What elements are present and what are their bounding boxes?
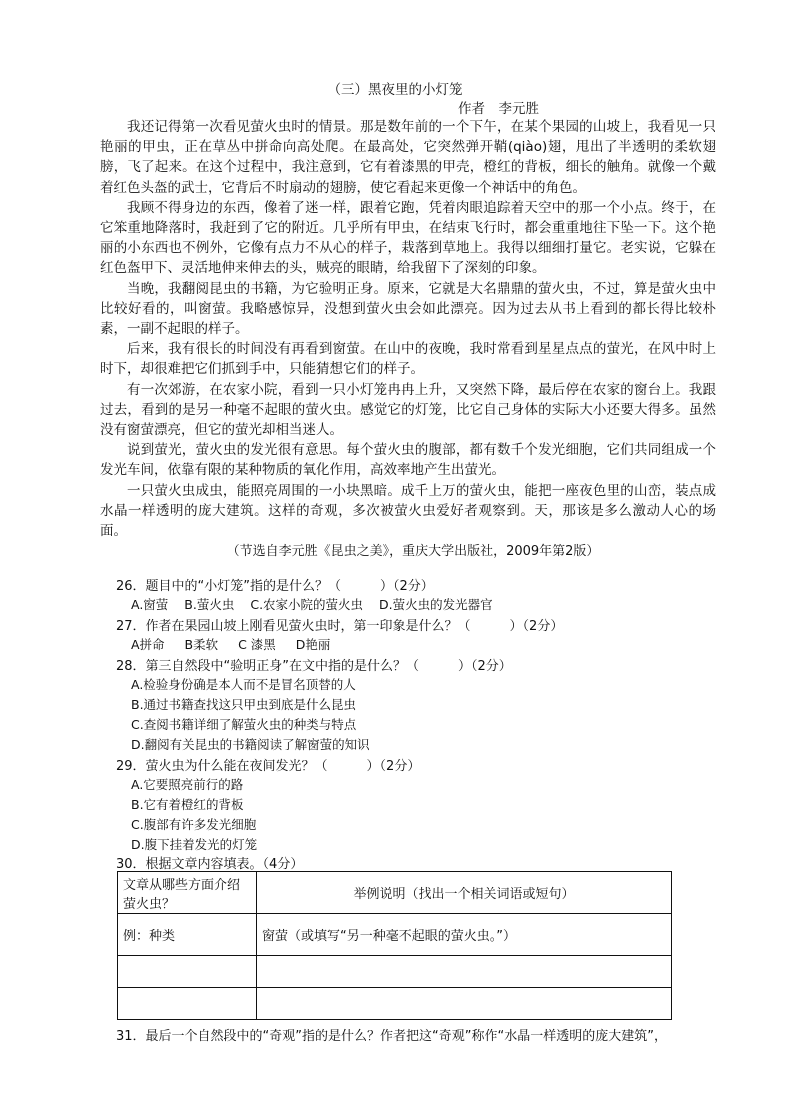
option-d: D.腹下挂着发光的灯笼 xyxy=(131,837,258,852)
question-31: 31．最后一个自然段中的“奇观”指的是什么？作者把这“奇观”称作“水晶一样透明的庞大建筑”， xyxy=(116,1029,667,1044)
question-26: 26．题目中的“小灯笼”指的是什么？（ ）（2分） xyxy=(116,579,434,594)
option-c: C.腹部有许多发光细胞 xyxy=(131,817,257,832)
option-a: A.检验身份确是本人而不是冒名顶替的人 xyxy=(131,677,356,692)
option-b: B柔软 xyxy=(184,637,219,652)
option-d: D.萤火虫的发光器官 xyxy=(379,597,493,612)
option-b: B.它有着橙红的背板 xyxy=(131,797,244,812)
question-30: 30．根据文章内容填表。（4分） xyxy=(116,857,304,872)
paragraph: 说到萤光，萤火虫的发光很有意思。每个萤火虫的腹部，都有数千个发光细胞，它们共同组成一个发光车间，依靠有限的某种物质的氧化作用，高效率地产生出萤光。 xyxy=(100,442,716,479)
option-c: C.农家小院的萤火虫 xyxy=(250,597,364,612)
blank-answer-cell[interactable] xyxy=(118,956,257,988)
option-d: D.翻阅有关昆虫的书籍阅读了解窗萤的知识 xyxy=(131,737,370,752)
paragraph: 我顾不得身边的东西，像着了迷一样，跟着它跑，凭着肉眼追踪着天空中的那一个小点。终于，在它笨重地降落时，我赶到了它的附近。几乎所有甲虫，在结束飞行时，都会重重地往下坠一下。这个艳丽的小东西也不例外，它像有点力不从心的样子，栽落到草地上。我得以细细打量它。老实说，它躲在红色盔甲下、灵活地伸来伸去的头，贼亮的眼睛，给我留下了深刻的印象。 xyxy=(100,199,716,277)
option-b: B.萤火虫 xyxy=(184,597,235,612)
blank-answer-cell[interactable] xyxy=(257,988,672,1020)
article-source: （节选自李元胜《昆虫之美》，重庆大学出版社，2009年第2版） xyxy=(226,544,600,559)
question-29: 29．萤火虫为什么能在夜间发光？（ ）（2分） xyxy=(116,759,421,774)
paragraph: 有一次郊游，在农家小院，看到一只小灯笼冉冉上升，又突然下降，最后停在农家的窗台上。我跟过去，看到的是另一种毫不起眼的萤火虫。感觉它的灯笼，比它自己身体的实际大小还要大得多。虽然没有窗萤漂亮，但它的萤光却相当迷人。 xyxy=(100,381,716,439)
option-a: A拼命 xyxy=(131,637,165,652)
article-body xyxy=(100,117,716,541)
table-row xyxy=(118,988,672,1020)
question-26-options xyxy=(131,595,493,613)
option-a: A.它要照亮前行的路 xyxy=(131,777,244,792)
paragraph: 后来，我有很长的时间没有再看到窗萤。在山中的夜晚，我时常看到星星点点的萤光，在风中时上时下，却很难把它们抓到手中，只能猜想它们的样子。 xyxy=(100,341,716,378)
blank-answer-cell[interactable] xyxy=(118,988,257,1020)
paragraph: 一只萤火虫成虫，能照亮周围的一小块黑暗。成千上万的萤火虫，能把一座夜色里的山峦，装点成水晶一样透明的庞大建筑。这样的奇观，多次被萤火虫爱好者观察到。天，那该是多么激动人心的场面。 xyxy=(100,482,716,540)
table-header-cell: 文章从哪些方面介绍萤火虫？ xyxy=(118,872,257,914)
article-title: （三）黑夜里的小灯笼 xyxy=(327,82,463,98)
table-row xyxy=(118,956,672,988)
table-header-row xyxy=(118,872,672,914)
question-28: 28．第三自然段中“验明正身”在文中指的是什么？（ ）（2分） xyxy=(116,659,512,674)
option-b: B.通过书籍查找这只甲虫到底是什么昆虫 xyxy=(131,697,357,712)
paragraph: 当晚，我翻阅昆虫的书籍，为它验明正身。原来，它就是大名鼎鼎的萤火虫，不过，算是萤火虫中比较好看的，叫窗萤。我略感惊异，没想到萤火虫会如此漂亮。因为过去从书上看到的都长得比较朴素，一副不起眼的样子。 xyxy=(100,280,716,338)
option-c: C.查阅书籍详细了解萤火虫的种类与特点 xyxy=(131,717,357,732)
article-author: 作者 李元胜 xyxy=(458,101,539,117)
option-c: C 漆黑 xyxy=(238,637,276,652)
option-a: A.窗萤 xyxy=(131,597,169,612)
option-d: D艳丽 xyxy=(295,637,331,652)
table-header-cell: 举例说明（找出一个相关词语或短句） xyxy=(257,872,672,914)
table-cell: 例：种类 xyxy=(118,914,257,956)
blank-answer-cell[interactable] xyxy=(257,956,672,988)
table-row xyxy=(118,914,672,956)
answer-table xyxy=(117,871,672,1020)
paragraph: 我还记得第一次看见萤火虫时的情景。那是数年前的一个下午，在某个果园的山坡上，我看见一只艳丽的甲虫，正在草丛中拼命向高处爬。在最高处，它突然弹开鞘(qiào)翅，甩出了半透明的柔软翅膀，飞了起来。在这个过程中，我注意到，它有着漆黑的甲壳，橙红的背板，细长的触角。就像一个戴着红色头盔的武士，它背后不时扇动的翅膀，使它看起来更像一个神话中的角色。 xyxy=(100,119,716,196)
table-cell: 窗萤（或填写“另一种毫不起眼的萤火虫。”） xyxy=(257,914,672,956)
question-27-options xyxy=(131,635,330,653)
question-27: 27．作者在果园山坡上刚看见萤火虫时，第一印象是什么？（ ）（2分） xyxy=(116,619,564,634)
